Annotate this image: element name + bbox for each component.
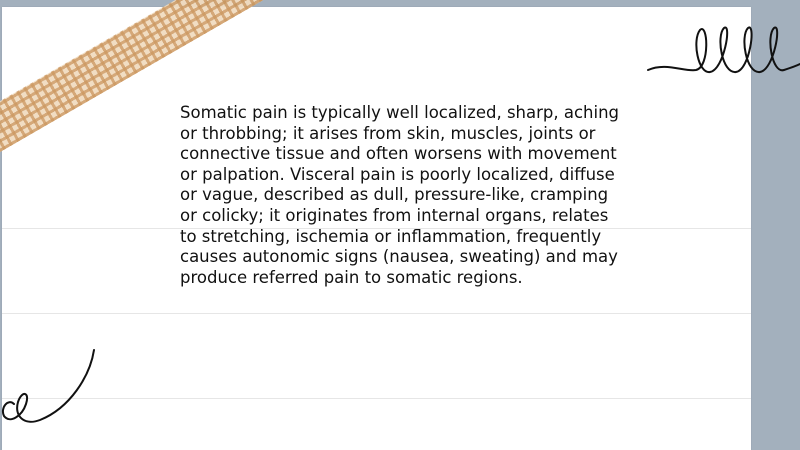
paper-rule-line [2,398,751,399]
paper-rule-line [2,313,751,314]
body-text: Somatic pain is typically well localized, sharp, aching or throbbing; it arises from skin, muscles, joints or connective tissue and often worsens with movement or palpation. Visceral pain is poorly localized, diffuse or vague, described as dull, pressure-like, cramping or colicky; it originates from internal organs, relates to stretching, ischemia or inflammation, frequently causes autonomic signs (nausea, sweating) and may produce referred pain to somatic regions. [180,103,620,287]
squiggle-doodle-bottom-left [0,346,100,426]
squiggle-doodle-top-right [644,12,800,82]
